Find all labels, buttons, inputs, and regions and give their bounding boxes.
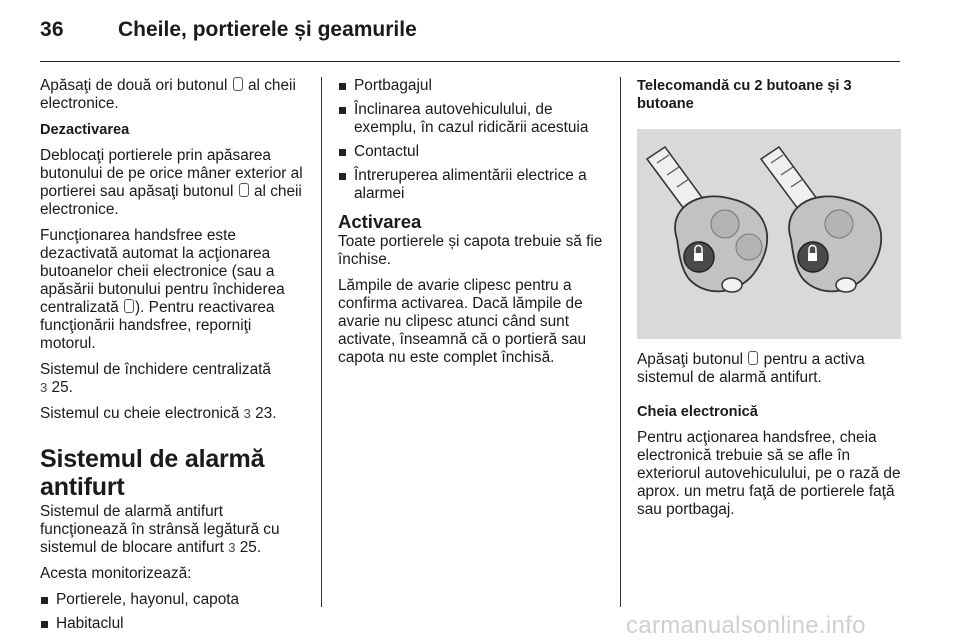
remote-heading: Telecomandă cu 2 butoane și 3 butoane bbox=[637, 78, 852, 112]
unlock-button-icon bbox=[239, 183, 249, 197]
watermark: carmanualsonline.info bbox=[626, 612, 866, 639]
column-2 bbox=[338, 77, 606, 375]
central-lock-icon bbox=[124, 299, 134, 313]
list-item: Înclinarea autovehiculului, de exemplu, în cazul ridicării acestuia bbox=[338, 101, 606, 137]
column-divider-1 bbox=[321, 77, 322, 607]
column-1 bbox=[40, 77, 306, 639]
reference-arrow-icon: 3 bbox=[243, 406, 251, 421]
two-remote-keys-icon bbox=[637, 129, 901, 339]
cross-reference-electronic-key: Sistemul cu cheie electronică 3 23. bbox=[40, 405, 277, 422]
paragraph-alarm-intro: Sistemul de alarmă antifurt funcţionează în strânsă legătură cu sistemul de blocare antifurt 3 25. bbox=[40, 503, 280, 556]
alarm-system-heading: Sistemul de alarmă antifurt bbox=[40, 445, 265, 501]
cross-reference-central-lock: Sistemul de închidere centralizată 3 25. bbox=[40, 361, 271, 396]
remote-key-illustration bbox=[637, 129, 901, 339]
column-divider-2 bbox=[620, 77, 621, 607]
list-item: Portierele, hayonul, capota bbox=[40, 591, 306, 609]
monitors-label: Acesta monitorizează: bbox=[40, 565, 192, 582]
page-title: Cheile, portierele și geamurile bbox=[118, 18, 417, 41]
reference-arrow-icon: 3 bbox=[228, 540, 236, 555]
paragraph-double-press: Apăsaţi de două ori butonul al cheii electronice. bbox=[40, 77, 296, 112]
lock-button-icon bbox=[233, 77, 243, 91]
column-3 bbox=[637, 77, 901, 527]
deactivation-heading: Dezactivarea bbox=[40, 122, 130, 138]
paragraph-press-lock: Apăsaţi butonul pentru a activa sistemul de alarmă antifurt. bbox=[637, 351, 865, 386]
electronic-key-heading: Cheia electronică bbox=[637, 404, 758, 420]
paragraph-hazard-lights: Lămpile de avarie clipesc pentru a confirma activarea. Dacă lămpile de avarie nu clipesc atunci când sunt activate, înseamnă că o portieră sau capota nu este complet închisă. bbox=[338, 277, 587, 366]
monitor-list-continued bbox=[338, 77, 606, 203]
paragraph-unlock: Deblocaţi portierele prin apăsarea butonului de pe orice mâner exterior al portierei sau apăsaţi butonul al cheii electronice. bbox=[40, 147, 303, 218]
paragraph-handsfree: Funcţionarea handsfree este dezactivată automat la acţionarea butoanelor cheii electronice (sau a apăsării butonului pentru închiderea centralizată ). Pentru reactivarea funcţionării handsfree, reporniţi motorul. bbox=[40, 227, 285, 352]
lock-button-icon bbox=[748, 351, 758, 365]
list-item: Portbagajul bbox=[338, 77, 606, 95]
list-item: Întreruperea alimentării electrice a alarmei bbox=[338, 167, 606, 203]
reference-arrow-icon: 3 bbox=[40, 380, 48, 395]
paragraph-doors-closed: Toate portierele și capota trebuie să fie închise. bbox=[338, 233, 603, 268]
list-item: Contactul bbox=[338, 143, 606, 161]
monitor-list bbox=[40, 591, 306, 633]
paragraph-electronic-key: Pentru acţionarea handsfree, cheia electronică trebuie să se afle în exteriorul autovehiculului, pe o rază de aprox. un metru faţă de portierele faţă sau portbagaj. bbox=[637, 429, 901, 518]
activation-heading: Activarea bbox=[338, 211, 422, 232]
header-rule bbox=[40, 61, 900, 62]
list-item: Habitaclul bbox=[40, 615, 306, 633]
page-number: 36 bbox=[40, 18, 64, 41]
